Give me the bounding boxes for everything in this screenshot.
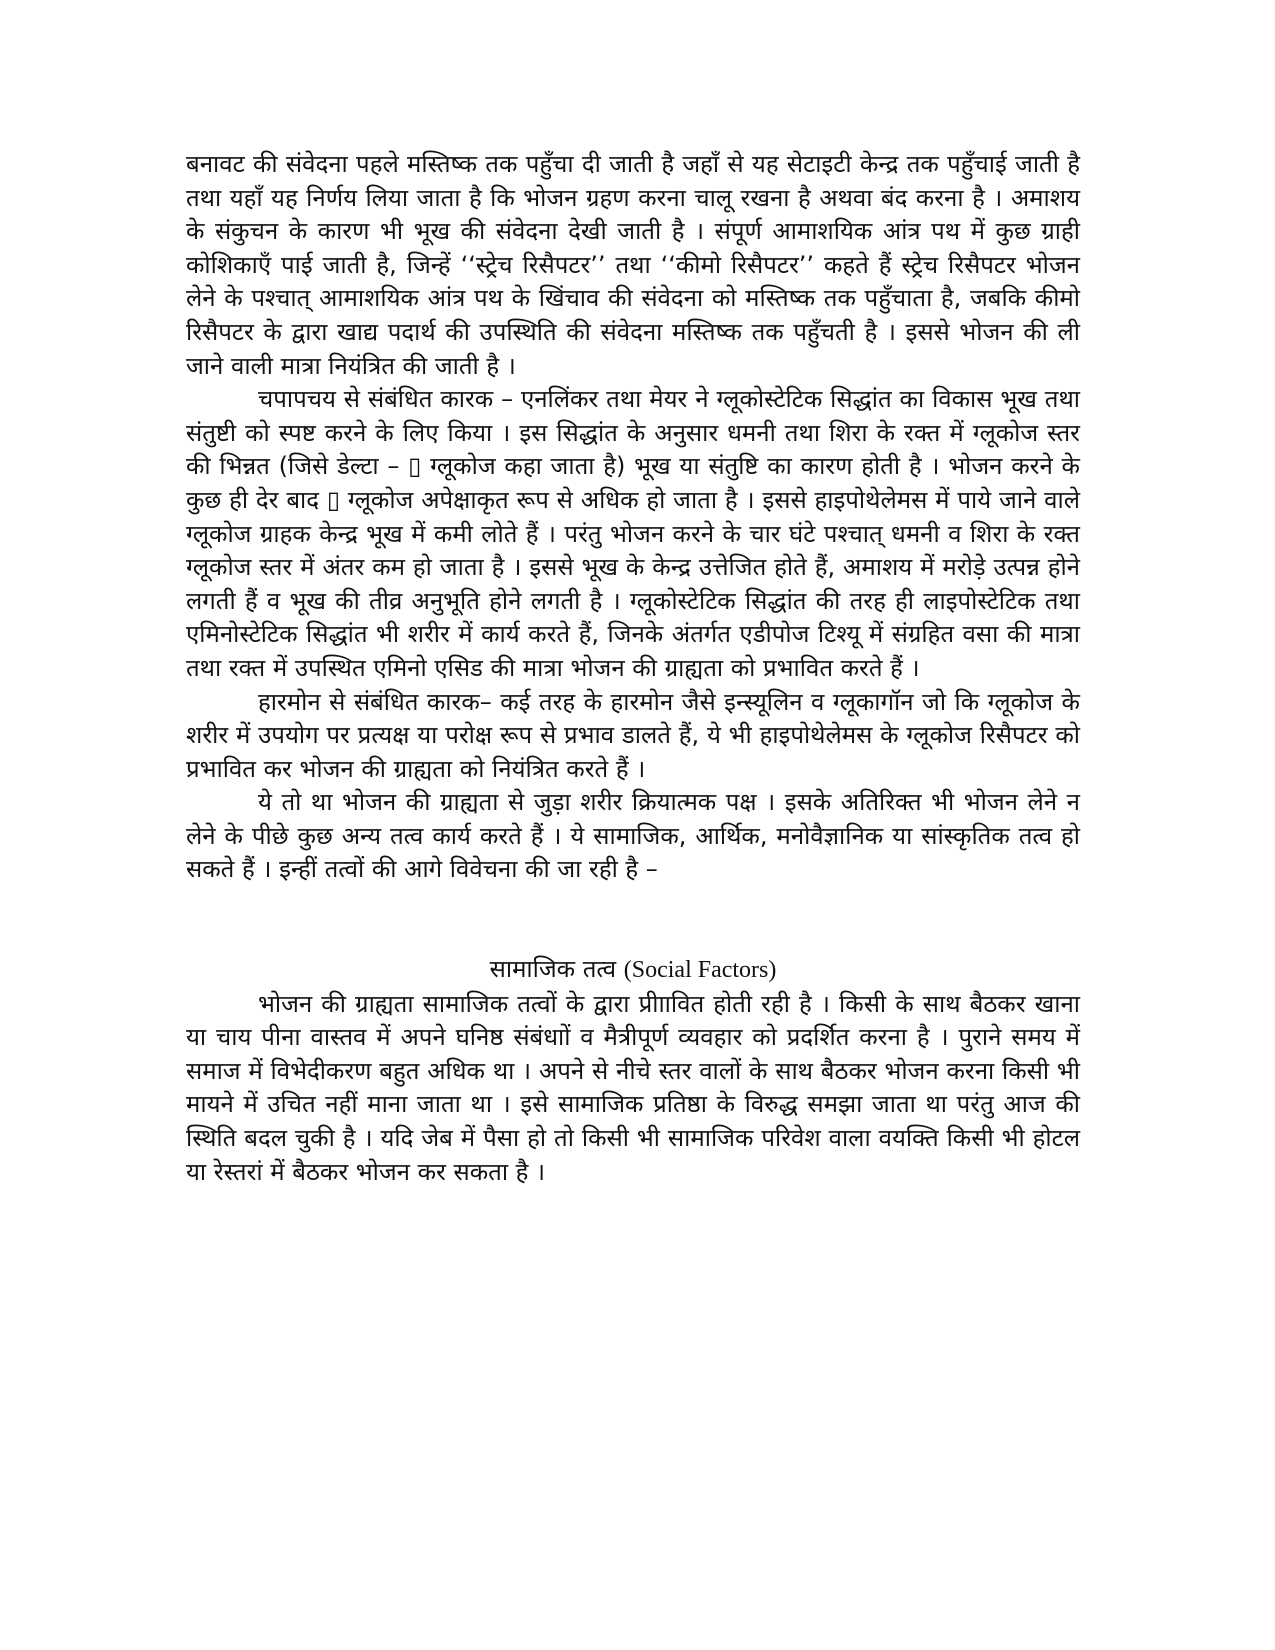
paragraph-metabolic-factors: चपापचय से संबंधित कारक – एनलिंकर तथा मेयर ने ग्लूकोस्टेटिक सिद्धांत का विकास भूख तथा संतुष्टी को स्पष्ट करने के लिए किया । इस सिद्धांत के अनुसार धमनी तथा शिरा के रक्त में ग्लूकोज स्तर की भिन्नत (जिसे डेल्टा – ▯ ग्लूकोज कहा जाता है) भूख या संतुष्टि का कारण होती है । भोजन करने के कुछ ही देर बाद ▯ ग्लूकोज अपेक्षाकृत रूप से अधिक हो जाता है । इससे हाइपोथेलेमस में पाये जाने वाले ग्लूकोज ग्राहक केन्द्र भूख में कमी लोते हैं । परंतु भोजन करने के चार घंटे पश्चात् धमनी व शिरा के रक्त ग्लूकोज स्तर में अंतर कम हो जाता है । इससे भूख के केन्द्र उत्तेजित होते हैं, अमाशय में मरोड़े उत्पन्न होने लगती हैं व भूख की तीव्र अनुभूति होने लगती है । ग्लूकोस्टेटिक सिद्धांत की तरह ही लाइपोस्टेटिक तथा एमिनोस्टेटिक सिद्धांत भी शरीर में कार्य करते हैं, जिनके अंतर्गत एडीपोज टिश्यू में संग्रहित वसा की मात्रा तथा रक्त में उपस्थित एमिनो एसिड की मात्रा भोजन की ग्राह्यता को प्रभावित करते हैं । xyxy=(186,385,1080,682)
heading-hindi: सामाजिक तत्व xyxy=(489,955,617,984)
paragraph-other-factors: ये तो था भोजन की ग्राह्यता से जुड़ा शरीर क्रियात्मक पक्ष । इसके अतिरिक्त भी भोजन लेने न लेने के पीछे कुछ अन्य तत्व कार्य करते हैं । ये सामाजिक, आर्थिक, मनोवैज्ञानिक या सांस्कृतिक तत्व हो सकते हैं । इन्हीं तत्वों की आगे विवेचना की जा रही है – xyxy=(186,788,1080,884)
heading-english: (Social Factors) xyxy=(623,957,777,984)
page-body xyxy=(186,148,1080,1189)
paragraph-hormonal-factors: हारमोन से संबंधित कारक– कई तरह के हारमोन जैसे इन्स्यूलिन व ग्लूकागॉन जो कि ग्लूकोज के शरीर में उपयोग पर प्रत्यक्ष या परोक्ष रूप से प्रभाव डालते हैं, ये भी हाइपोथेलेमस के ग्लूकोज रिसैपटर को प्रभावित कर भोजन की ग्राह्यता को नियंत्रित करते हैं । xyxy=(186,687,1080,783)
section-gap xyxy=(186,887,1080,953)
section-heading-social-factors xyxy=(186,953,1080,988)
paragraph-senses: बनावट की संवेदना पहले मस्तिष्क तक पहुँचा दी जाती है जहाँ से यह सेटाइटी केन्द्र तक पहुँचाई जाती है तथा यहाँ यह निर्णय लिया जाता है कि भोजन ग्रहण करना चालू रखना है अथवा बंद करना है । अमाशय के संकुचन के कारण भी भूख की संवेदना देखी जाती है । संपूर्ण आमाशयिक आंत्र पथ में कुछ ग्राही कोशिकाएँ पाई जाती है, जिन्हें ‘‘स्ट्रेच रिसैपटर’’ तथा ‘‘कीमो रिसैपटर’’ कहते हैं स्ट्रेच रिसैपटर भोजन लेने के पश्चात् आमाशयिक आंत्र पथ के खिंचाव की संवेदना को मस्तिष्क तक पहुँचाता है, जबकि कीमो रिसैपटर के द्वारा खाद्य पदार्थ की उपस्थिति की संवेदना मस्तिष्क तक पहुँचती है । इससे भोजन की ली जाने वाली मात्रा नियंत्रित की जाती है । xyxy=(186,150,1080,380)
paragraph-social-factors: भोजन की ग्राह्यता सामाजिक तत्वों के द्वारा प्रीाावित होती रही है । किसी के साथ बैठकर खाना या चाय पीना वास्तव में अपने घनिष्ठ संबंधाों व मैत्रीपूर्ण व्यवहार को प्रदर्शित करना है । पुराने समय में समाज में विभेदीकरण बहुत अधिक था । अपने से नीचे स्तर वालों के साथ बैठकर भोजन करना किसी भी मायने में उचित नहीं माना जाता था । इसे सामाजिक प्रतिष्ठा के विरुद्ध समझा जाता था परंतु आज की स्थिति बदल चुकी है । यदि जेब में पैसा हो तो किसी भी सामाजिक परिवेश वाला वयक्ति किसी भी होटल या रेस्तरां में बैठकर भोजन कर सकता है । xyxy=(186,989,1080,1186)
